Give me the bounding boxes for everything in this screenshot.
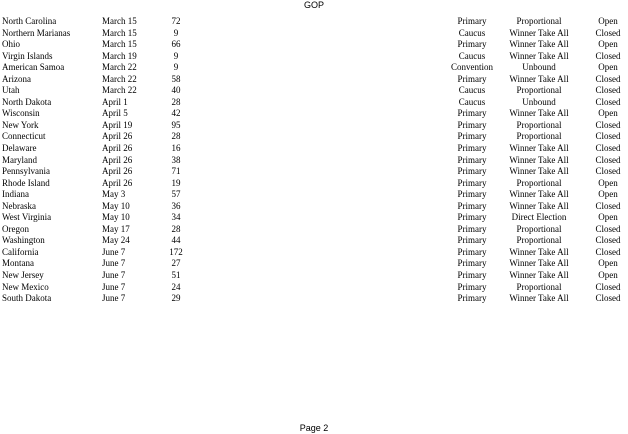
contest-type-cell: Primary [457, 108, 487, 119]
date-cell: June 7 [102, 258, 126, 269]
contest-type-cell: Primary [457, 166, 487, 177]
allocation-cell: Winner Take All [509, 270, 569, 281]
date-cell: May 10 [102, 200, 130, 211]
table-row [0, 74, 628, 86]
contest-type-cell: Primary [457, 131, 487, 142]
state-cell: Maryland [2, 154, 37, 165]
state-cell: South Dakota [2, 293, 52, 304]
contest-type-cell: Primary [457, 235, 487, 246]
open-closed-cell: Open [598, 16, 618, 26]
date-cell: June 7 [102, 246, 126, 257]
open-closed-cell: Open [598, 108, 618, 119]
state-cell: Utah [2, 85, 20, 96]
contest-type-cell: Primary [457, 281, 487, 292]
allocation-cell: Winner Take All [509, 73, 569, 84]
open-closed-cell: Closed [595, 200, 621, 211]
date-cell: June 7 [102, 270, 126, 281]
open-closed-cell: Closed [595, 293, 621, 304]
contest-type-cell: Primary [457, 246, 487, 257]
contest-type-cell: Caucus [458, 50, 486, 61]
state-cell: Virgin Islands [2, 50, 53, 61]
table-row [0, 166, 628, 178]
allocation-cell: Proportional [516, 16, 562, 26]
state-cell: New York [2, 119, 39, 130]
state-cell: New Mexico [2, 281, 49, 292]
page-number: Page 2 [299, 423, 329, 433]
table-row [0, 39, 628, 51]
allocation-cell: Winner Take All [509, 293, 569, 304]
open-closed-cell: Closed [595, 166, 621, 177]
contest-type-cell: Primary [457, 223, 487, 234]
state-cell: Connecticut [2, 131, 46, 142]
date-cell: May 24 [102, 235, 130, 246]
contest-type-cell: Primary [457, 73, 487, 84]
open-closed-cell: Closed [595, 281, 621, 292]
open-closed-cell: Closed [595, 143, 621, 154]
open-closed-cell: Open [598, 62, 618, 73]
date-cell: April 26 [102, 143, 133, 154]
allocation-cell: Winner Take All [509, 50, 569, 61]
table-row [0, 212, 628, 224]
delegates-cell: 72 [171, 16, 181, 26]
contest-type-cell: Primary [457, 200, 487, 211]
allocation-cell: Unbound [522, 96, 556, 107]
state-cell: Montana [2, 258, 34, 269]
date-cell: March 15 [102, 16, 137, 26]
contest-type-cell: Primary [457, 119, 487, 130]
date-cell: March 15 [102, 39, 137, 50]
delegates-cell: 40 [171, 85, 181, 96]
table-row [0, 178, 628, 190]
state-cell: Pennsylvania [2, 166, 50, 177]
table-row [0, 131, 628, 143]
allocation-cell: Winner Take All [509, 143, 569, 154]
date-cell: March 22 [102, 62, 137, 73]
contest-type-cell: Caucus [458, 85, 486, 96]
delegates-cell: 51 [171, 270, 181, 281]
date-cell: June 7 [102, 293, 126, 304]
state-cell: Washington [2, 235, 45, 246]
state-cell: Rhode Island [2, 177, 50, 188]
contest-type-cell: Primary [457, 143, 487, 154]
open-closed-cell: Open [598, 189, 618, 200]
contest-type-cell: Primary [457, 212, 487, 223]
state-cell: California [2, 246, 39, 257]
allocation-cell: Winner Take All [509, 27, 569, 38]
state-cell: Arizona [2, 73, 31, 84]
contest-type-cell: Primary [457, 177, 487, 188]
state-cell: Nebraska [2, 200, 36, 211]
open-closed-cell: Closed [595, 50, 621, 61]
primary-schedule-table [0, 16, 628, 305]
contest-type-cell: Caucus [458, 96, 486, 107]
state-cell: North Dakota [2, 96, 52, 107]
table-row [0, 51, 628, 63]
open-closed-cell: Open [598, 39, 618, 50]
delegates-cell: 28 [171, 223, 181, 234]
table-row [0, 235, 628, 247]
contest-type-cell: Primary [457, 293, 487, 304]
allocation-cell: Winner Take All [509, 258, 569, 269]
allocation-cell: Winner Take All [509, 39, 569, 50]
open-closed-cell: Closed [595, 235, 621, 246]
contest-type-cell: Caucus [458, 27, 486, 38]
date-cell: May 10 [102, 212, 130, 223]
allocation-cell: Winner Take All [509, 108, 569, 119]
table-row [0, 270, 628, 282]
state-cell: North Carolina [2, 16, 57, 26]
delegates-cell: 44 [171, 235, 181, 246]
state-cell: West Virginia [2, 212, 52, 223]
open-closed-cell: Open [598, 270, 618, 281]
contest-type-cell: Primary [457, 189, 487, 200]
table-row [0, 143, 628, 155]
allocation-cell: Direct Election [511, 212, 567, 223]
delegates-cell: 9 [173, 62, 179, 73]
date-cell: March 22 [102, 85, 137, 96]
state-cell: Delaware [2, 143, 37, 154]
table-row [0, 28, 628, 40]
state-cell: New Jersey [2, 270, 44, 281]
open-closed-cell: Closed [595, 223, 621, 234]
date-cell: June 7 [102, 281, 126, 292]
allocation-cell: Winner Take All [509, 246, 569, 257]
open-closed-cell: Open [598, 212, 618, 223]
open-closed-cell: Open [598, 258, 618, 269]
delegates-cell: 42 [171, 108, 181, 119]
date-cell: April 26 [102, 154, 133, 165]
delegates-cell: 38 [171, 154, 181, 165]
open-closed-cell: Closed [595, 131, 621, 142]
table-row [0, 282, 628, 294]
date-cell: April 19 [102, 119, 133, 130]
open-closed-cell: Closed [595, 119, 621, 130]
delegates-cell: 57 [171, 189, 181, 200]
delegates-cell: 34 [171, 212, 181, 223]
delegates-cell: 58 [171, 73, 181, 84]
table-row [0, 97, 628, 109]
delegates-cell: 19 [171, 177, 181, 188]
date-cell: April 1 [102, 96, 128, 107]
state-cell: American Samoa [2, 62, 65, 73]
allocation-cell: Proportional [516, 119, 562, 130]
delegates-cell: 28 [171, 131, 181, 142]
date-cell: April 26 [102, 166, 133, 177]
date-cell: April 5 [102, 108, 128, 119]
delegates-cell: 71 [171, 166, 181, 177]
open-closed-cell: Open [598, 177, 618, 188]
delegates-cell: 172 [169, 246, 183, 257]
delegates-cell: 9 [173, 27, 179, 38]
date-cell: March 15 [102, 27, 137, 38]
table-row [0, 189, 628, 201]
date-cell: May 3 [102, 189, 126, 200]
table-row [0, 293, 628, 305]
table-row [0, 224, 628, 236]
delegates-cell: 66 [171, 39, 181, 50]
contest-type-cell: Primary [457, 270, 487, 281]
table-row [0, 258, 628, 270]
date-cell: April 26 [102, 177, 133, 188]
state-cell: Indiana [2, 189, 29, 200]
page-header-title: GOP [303, 0, 324, 10]
table-row [0, 62, 628, 74]
table-row [0, 85, 628, 97]
table-row [0, 155, 628, 167]
state-cell: Northern Marianas [2, 27, 71, 38]
open-closed-cell: Closed [595, 154, 621, 165]
table-row [0, 247, 628, 259]
contest-type-cell: Primary [457, 154, 487, 165]
open-closed-cell: Closed [595, 96, 621, 107]
open-closed-cell: Closed [595, 27, 621, 38]
allocation-cell: Winner Take All [509, 200, 569, 211]
contest-type-cell: Convention [451, 62, 493, 73]
allocation-cell: Proportional [516, 177, 562, 188]
delegates-cell: 95 [171, 119, 181, 130]
delegates-cell: 36 [171, 200, 181, 211]
allocation-cell: Proportional [516, 223, 562, 234]
date-cell: March 19 [102, 50, 137, 61]
table-row [0, 108, 628, 120]
state-cell: Ohio [2, 39, 20, 50]
allocation-cell: Winner Take All [509, 154, 569, 165]
open-closed-cell: Closed [595, 85, 621, 96]
open-closed-cell: Closed [595, 73, 621, 84]
allocation-cell: Proportional [516, 235, 562, 246]
state-cell: Wisconsin [2, 108, 40, 119]
table-row [0, 201, 628, 213]
contest-type-cell: Primary [457, 39, 487, 50]
delegates-cell: 27 [171, 258, 181, 269]
date-cell: April 26 [102, 131, 133, 142]
contest-type-cell: Primary [457, 16, 487, 26]
allocation-cell: Proportional [516, 131, 562, 142]
table-row [0, 16, 628, 28]
delegates-cell: 16 [171, 143, 181, 154]
allocation-cell: Proportional [516, 85, 562, 96]
allocation-cell: Winner Take All [509, 166, 569, 177]
contest-type-cell: Primary [457, 258, 487, 269]
state-cell: Oregon [2, 223, 29, 234]
table-row [0, 120, 628, 132]
allocation-cell: Unbound [522, 62, 556, 73]
delegates-cell: 29 [171, 293, 181, 304]
allocation-cell: Proportional [516, 281, 562, 292]
delegates-cell: 28 [171, 96, 181, 107]
date-cell: May 17 [102, 223, 130, 234]
open-closed-cell: Closed [595, 246, 621, 257]
delegates-cell: 9 [173, 50, 179, 61]
delegates-cell: 24 [171, 281, 181, 292]
date-cell: March 22 [102, 73, 137, 84]
allocation-cell: Winner Take All [509, 189, 569, 200]
